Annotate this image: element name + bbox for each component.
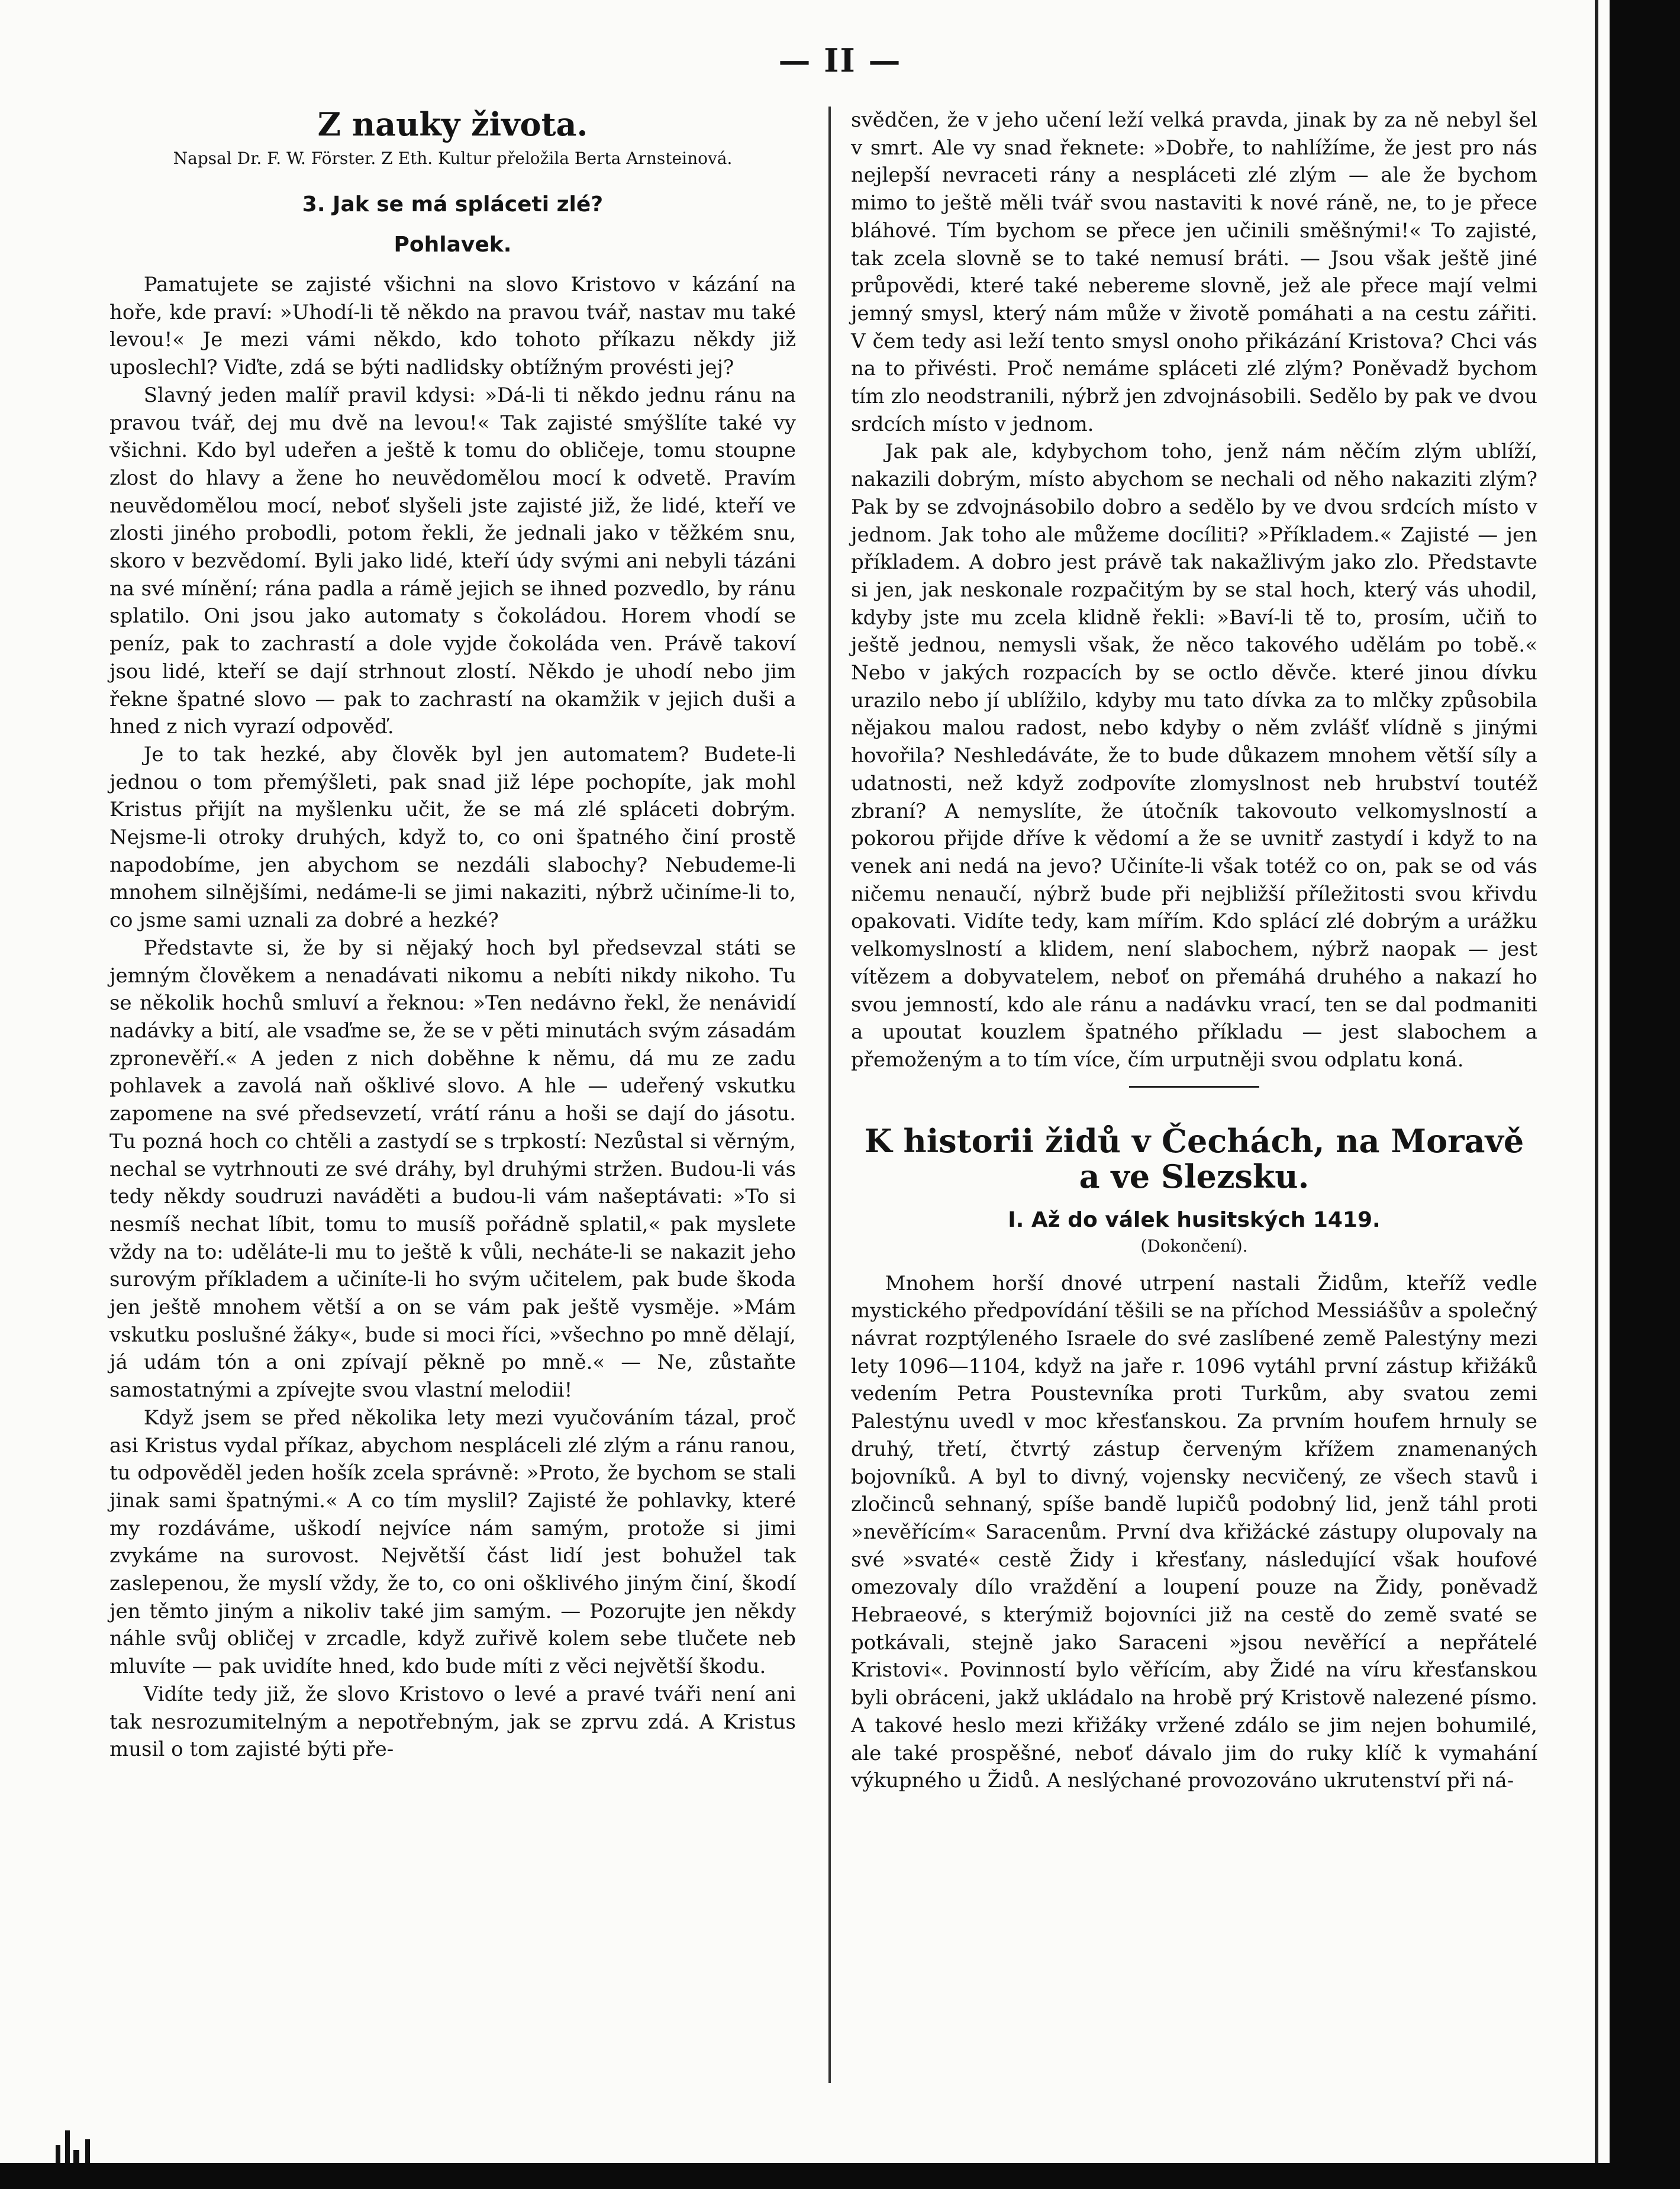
scan-edge-mark [56,2124,97,2163]
scan-page-edge-line [1595,0,1598,2189]
column-divider [828,107,831,2083]
article-byline: Napsal Dr. F. W. Förster. Z Eth. Kultur přeložila Berta Arnsteinová. [173,149,733,168]
scan-border-right [1610,0,1680,2189]
left-column [109,107,796,1764]
paragraph: Představte si, že by si nějaký hoch byl předsevzal státi se jemným člověkem a nenadávati nikomu a nebíti nikdy nikoho. Tu se několik hochů smluví a řeknou: »Ten nedávno řekl, že nenávidí nadávky a bití, ale vsaďme se, že se v pěti minutách svým zásadám zpronevěří.« A jeden z nich doběhne k němu, dá mu ze zadu pohlavek a zavolá naň ošklivé slovo. A hle — udeřený vskutku zapomene na své předsevzetí, vrátí ránu a hoši se dají do jásotu. Tu pozná hoch co chtěli a zastydí se s trpkostí: Nezůstal si věrným, nechal se vytrhnouti ze své dráhy, byl druhými stržen. Budou-li vás tedy někdy soudruzi naváděti a budou-li vám našeptávati: »To si nesmíš nechat líbit, tomu to musíš pořádně splatil,« pak myslete vždy na to: uděláte-li mu to ještě k vůli, necháte-li se nakazit jeho surovým příkladem a učiníte-li ho svým učitelem, pak bude škoda jen ještě mnohem větší a on se vám pak ještě vysměje. »Mám vskutku poslušné žáky«, bude si moci říci, »všechno po mně dělají, já udám tón a oni zpívají pěkně po mně.« — Ne, zůstaňte samostatnými a zpívejte svou vlastní melodii! [109,936,796,1403]
continued-paragraph: svědčen, že v jeho učení leží velká pravda, jinak by za ně nebyl šel v smrt. Ale vy snad řeknete: »Dobře, to nahlížíme, že jest pro nás nejlepší nevraceti rány a nespláceti zlé zlým — ale že bychom mimo to ještě měli tvář svou nastaviti k nové ráně, ne, to je přece bláhové. Tím bychom se přece jen učinili směšnými!« To zajisté, tak zcela slovně se to také nemusí bráti. — Jsou však ještě jiné průpovědi, které také nebereme slovně, jež ale přece mají velmi jemný smysl, který nám může v životě pomáhati a na cestu zářiti. V čem tedy asi leží tento smysl onoho přikázání Kristova? Chci vás na to přivésti. Proč nemáme spláceti zlé zlým? Poněvadž bychom tím zlo neodstranili, nýbrž jen zdvojnásobili. Sedělo by pak ve dvou srdcích místo v jednom. [851,108,1537,436]
page-number: — II — [778,41,902,79]
paragraph: Pamatujete se zajisté všichni na slovo Kristovo v kázání na hoře, kde praví: »Uhodí-li tě někdo na pravou tvář, nastav mu také levou!« Je mezi vámi někdo, kdo tohoto příkazu někdy již uposlechl? Viďte, zdá se býti nadlidsky obtížným provésti jej? [109,273,796,380]
paragraph: Vidíte tedy již, že slovo Kristovo o levé a pravé tváři není ani tak nesrozumitelným a nepotřebným, jak se zprvu zdá. A Kristus musil o tom zajisté býti pře- [109,1682,796,1762]
article2-title: K historii židů v Čechách, na Moravě a ve Slezsku. [864,1121,1524,1195]
article2-section-heading: I. Až do válek husitských 1419. [1008,1207,1381,1232]
subsection-heading: Pohlavek. [394,233,512,257]
article2-continuation-note: (Dokončení). [1140,1236,1248,1256]
paragraph: Mnohem horší dnové utrpení nastali Židům, kteříž vedle mystického předpovídání těšili se na příchod Messiášův a společný návrat rozptýleného Israele do své zaslíbené země Palestýny mezi lety 1096—1104, když na jaře r. 1096 vytáhl první zástup křižáků vedením Petra Poustevníka proti Turkům, aby svatou zemi Palestýnu uvedl v moc křesťanskou. Za prvním houfem hrnuly se druhý, třetí, čtvrtý zástup červeným křížem znamenaných bojovníků. A byl to divný, vojensky necvičený, ze všech stavů i zločinců sehnaný, spíše bandě lupičů podobný lid, jenž táhl proti »nevěřícím« Saracenům. První dva křižácké zástupy olupovaly na své »svaté« cestě Židy i křesťany, následující však houfové omezovaly dílo vraždění a loupení pouze na Židy, poněvadž Hebraeové, s kterýmiž bojovníci již na cestě do země svaté se potkávali, stejně jako Saraceni »jsou nevěřící a nepřátelé Kristovi«. Povinností bylo věřícím, aby Židé na víru křesťanskou byli obráceni, jakž ukládalo na hrobě prý Kristově nalezené písmo. A takové heslo mezi křižáky vržené zdálo se jim nejen bohumilé, ale také prospěšné, neboť dávalo jim do ruky klíč k vymahání výkupného u Židů. A neslýchané provozováno ukrutenství při ná- [851,1271,1537,1793]
scan-border-bottom [0,2163,1680,2189]
paragraph: Slavný jeden malíř pravil kdysi: »Dá-li ti někdo jednu ránu na pravou tvář, dej mu dvě na levou!« Tak zajisté smýšlíte také vy všichni. Kdo byl udeřen a ještě k tomu do obličeje, tomu stoupne zlost do hlavy a žene ho neuvědomělou mocí k odvetě. Pravím neuvědomělou mocí, neboť slyšeli jste zajisté již, že lidé, kteří ve zlosti jiného probodli, potom řekli, že jednali jako v těžkém snu, skoro v bezvědomí. Byli jako lidé, kteří údy svými ani nebyli tázáni na své mínění; rána padla a rámě jejich se ihned pozvedlo, by ránu splatilo. Oni jsou jako automaty s čokoládou. Horem vhodí se peníz, pak to zachrastí a dole vyjde čokoláda ven. Právě takoví jsou lidé, kteří se dají strhnout zlostí. Někdo je uhodí nebo jim řekne špatné slovo — pak to zachrastí na okamžik v jejich duši a hned z nich vyrazí odpověď. [109,383,796,739]
paragraph: Když jsem se před několika lety mezi vyučováním tázal, proč asi Kristus vydal příkaz, abychom nespláceli zlé zlým a ránu ranou, tu odpověděl jeden hošík zcela správně: »Proto, že bychom se stali jinak sami špatnými.« A co tím myslil? Zajisté že pohlavky, které my rozdáváme, uškodí nejvíce nám samým, protože si jimi zvykáme na surovost. Největší část lidí jest bohužel tak zaslepenou, že myslí vždy, že to, co oni ošklivého jiným činí, škodí jen těmto jiným a nikoliv také jim samým. — Pozorujte jen někdy náhle svůj obličej v zrcadle, když zuřivě kolem sebe tlučete neb mluvíte — pak uvidíte hned, kdo bude míti z věci největší škodu. [109,1405,796,1679]
right-column [851,107,1537,1795]
paragraph: Je to tak hezké, aby člověk byl jen automatem? Budete-li jednou o tom přemýšleti, pak snad již lépe pochopíte, jak mohl Kristus přijít na myšlenku učit, že se má zlé spláceti dobrým. Nejsme-li otroky druhých, když to, co oni špatného činí prostě napodobíme, jen abychom se nezdáli slabochy? Nebudeme-li mnohem silnějšími, nedáme-li se jimi nakaziti, nýbrž učiníme-li to, co jsme sami uznali za dobré a hezké? [109,742,796,933]
section-heading: 3. Jak se má spláceti zlé? [302,192,604,217]
article-title: Z nauky života. [317,105,588,143]
paragraph: Jak pak ale, kdybychom toho, jenž nám něčím zlým ublíží, nakazili dobrým, místo abychom se nechali od něho nakaziti zlým? Pak by se zdvojnásobilo dobro a sedělo by ve dvou srdcích místo v jednom. Jak toho ale můžeme docíliti? »Příkladem.« Zajisté — jen příkladem. A dobro jest právě tak nakažlivým jako zlo. Představte si jen, jak neskonale rozpačitým by se stal hoch, který vás uhodil, kdyby jste mu zcela klidně řekli: »Baví-li tě to, prosím, učiň to ještě jednou, nemysli však, že něco takového udělám po tobě.« Nebo v jakých rozpacích by se octlo děvče. které jinou dívku urazilo nebo jí ublížilo, kdyby mu tato dívka za to mlčky způsobila nějakou malou radost, nebo kdyby o něm zvlášť vlídně s jinými hovořila? Neshledáváte, že to bude důkazem mnohem větší síly a udatnosti, než když zodpovíte zlomyslnost neb hrubství toutéž zbraní? A nemyslíte, že útočník takovouto velkomyslností a pokorou přijde dříve k vědomí a že se uvnitř zastydí i když to na venek ani nedá na jevo? Učiníte-li však totéž co on, pak se od vás ničemu nenaučí, nýbrž bude při nejbližší příležitosti svou křivdu opakovati. Vidíte tedy, kam mířím. Kdo splácí zlé dobrým a urážku velkomyslností a klidem, není slabochem, nýbrž naopak — jest vítězem a dobyvatelem, neboť on přemáhá druhého a nakazí ho svou jemností, kdo ale ránu a nadávku vrací, ten se dal podmaniti a upoutat kouzlem špatného příkladu — jest slabochem a přemoženým a to tím více, čím urputněji svou odplatu koná. [851,440,1537,1072]
